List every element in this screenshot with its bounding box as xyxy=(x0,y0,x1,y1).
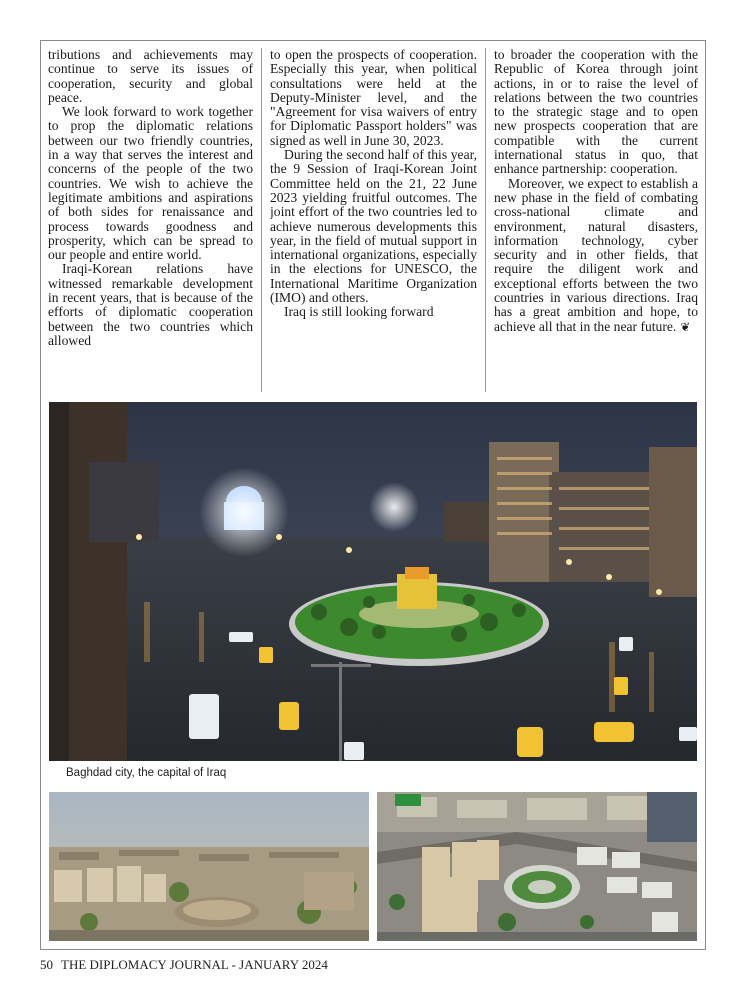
paragraph: We look forward to work together to prop the diplomatic relations between our two friendly countries, in a way that serves the interest and concerns of the people of the two countries. We wish to achieve the legitimate ambitions and aspirations of both sides for renaissance and process towards goodness and prosperity, which can be spread to our people and entire world. xyxy=(48,104,253,263)
article-column-2 xyxy=(270,48,477,392)
baghdad-district-aerial-photo xyxy=(377,792,697,941)
article-column-1 xyxy=(48,48,253,392)
figure-caption: Baghdad city, the capital of Iraq xyxy=(66,767,227,779)
paragraph: tributions and achievements may continue to serve its issues of cooperation, security and global peace. xyxy=(48,48,253,105)
paragraph xyxy=(494,177,698,334)
paragraph: to open the prospects of cooperation. Especially this year, when political consultations were held at the Deputy-Minister level, and the "Agreement for visa waivers of entry for Diplomatic Passport holders" was signed as well in June 30, 2023. xyxy=(270,48,477,148)
baghdad-aerial-photo xyxy=(49,792,369,941)
column-divider xyxy=(261,48,262,392)
page-footer xyxy=(40,957,328,973)
baghdad-night-photo xyxy=(49,402,697,761)
paragraph-text: Moreover, we expect to establish a new phase in the field of combating cross-national climate and environment, natural disasters, information technology, cyber security and in other fields, that require the diligent work and exceptional efforts between the two countries in various directions. Iraq has a great ambition and hope, to achieve all that in the near future. xyxy=(494,175,698,334)
paragraph: to broader the cooperation with the Republic of Korea through joint actions, in or to raise the level of relations between the two countries to the strategic stage and to open new prospects cooperation that are compatible with the current international status in quo, that enhance partnership: cooperation. xyxy=(494,48,698,177)
paragraph: During the second half of this year, the 9 Session of Iraqi-Korean Joint Committee held on the 21, 22 June 2023 yielding fruitful outcomes. The joint effort of the two countries led to achieve numerous developments this year, in the field of mutual support in international organizations, especially in the elections for UNESCO, the International Maritime Organization (IMO) and others. xyxy=(270,147,477,306)
column-divider xyxy=(485,48,486,392)
paragraph: Iraq is still looking forward xyxy=(284,304,434,320)
paragraph: Iraqi-Korean relations have witnessed remarkable development in recent years, that is because of the efforts of diplomatic cooperation between the two countries which allowed xyxy=(48,261,253,348)
end-mark-icon: ❦ xyxy=(680,319,691,334)
journal-name: THE DIPLOMACY JOURNAL - JANUARY 2024 xyxy=(61,957,328,972)
article-column-3 xyxy=(494,48,698,392)
page-number: 50 xyxy=(40,957,53,972)
